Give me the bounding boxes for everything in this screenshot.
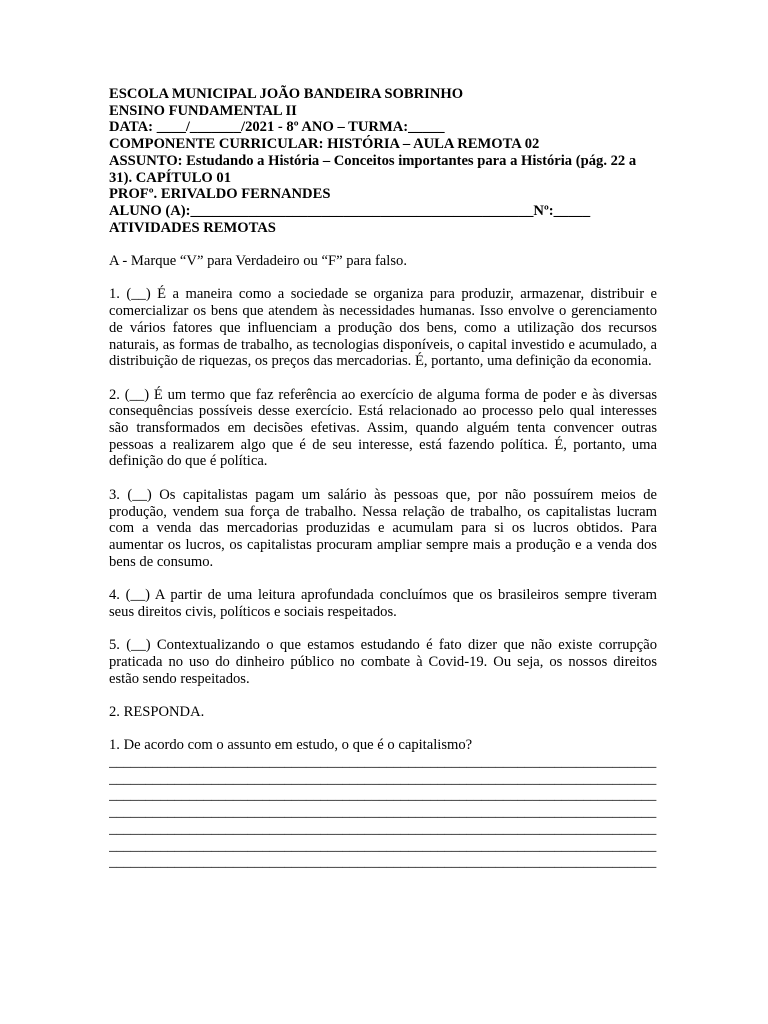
answer-line: ___________________________________________________________________________ — [109, 770, 657, 787]
school-name: ESCOLA MUNICIPAL JOÃO BANDEIRA SOBRINHO — [109, 86, 464, 102]
student-name-line: ALUNO (A):_______________________________________________Nº:_____ — [109, 202, 591, 219]
answer-section-heading: 2. RESPONDA. — [109, 703, 205, 720]
answer-line: ___________________________________________________________________________ — [109, 820, 657, 837]
true-false-item-3: 3. (__) Os capitalistas pagam um salário às pessoas que, por não possuírem meios de produção, vendem sua força de trabalho. Nessa relação de trabalho, os capitalistas lucram com a venda das mercadorias produzidas e acumulam para si os lucros obtidos. Para aumentar os lucros, os capitalistas procuram ampliar sempre mais a produção e a venda dos bens de consumo. — [109, 486, 657, 570]
answer-line: ___________________________________________________________________________ — [109, 804, 657, 821]
true-false-instruction: A - Marque “V” para Verdadeiro ou “F” para falso. — [109, 253, 407, 270]
true-false-item-1: 1. (__) É a maneira como a sociedade se organiza para produzir, armazenar, distribuir e comercializar os bens que atendem às necessidades humanas. Isso envolve o gerenciamento de vários fatores que influenciam a produção dos bens, como a utilização dos recursos naturais, as formas de trabalho, as tecnologias disponíveis, o capital investido e acumulado, a distribuição de riquezas, os preços das mercadorias. É, portanto, uma definição da economia. — [109, 286, 657, 370]
date-class-line: DATA: ____/_______/2021 - 8º ANO – TURMA:_____ — [109, 119, 445, 136]
answer-line: ___________________________________________________________________________ — [109, 854, 657, 871]
answer-line: ___________________________________________________________________________ — [109, 837, 657, 854]
subject-line: ASSUNTO: Estudando a História – Conceitos importantes para a História (pág. 22 a 31). CAPÍTULO 01 — [109, 152, 637, 186]
answer-line: ___________________________________________________________________________ — [109, 787, 657, 804]
worksheet-page — [109, 86, 657, 871]
true-false-item-4: 4. (__) A partir de uma leitura aprofundada concluímos que os brasileiros sempre tiveram seus direitos civis, políticos e sociais respeitados. — [109, 587, 657, 620]
true-false-item-2: 2. (__) É um termo que faz referência ao exercício de alguma forma de poder e às diversas consequências possíveis desse exercício. Está relacionado ao processo pelo qual interesses são transformados em decisões efetivas. Assim, quando alguém tenta convencer outras pessoas a realizarem algo que é de seu interesse, está fazendo política. É, portanto, uma definição do que é política. — [109, 386, 657, 470]
activities-title: ATIVIDADES REMOTAS — [109, 219, 276, 236]
teacher-name: PROFº. ERIVALDO FERNANDES — [109, 186, 331, 203]
true-false-item-5: 5. (__) Contextualizando o que estamos estudando é fato dizer que não existe corrupção praticada no uso do dinheiro público no combate à Covid-19. Ou seja, os nossos direitos estão sendo respeitados. — [109, 637, 657, 687]
curricular-component: COMPONENTE CURRICULAR: HISTÓRIA – AULA REMOTA 02 — [109, 136, 540, 153]
answer-line: ___________________________________________________________________________ — [109, 754, 657, 770]
education-level: ENSINO FUNDAMENTAL II — [109, 102, 297, 119]
capitalism-question: 1. De acordo com o assunto em estudo, o que é o capitalismo? — [109, 737, 473, 754]
